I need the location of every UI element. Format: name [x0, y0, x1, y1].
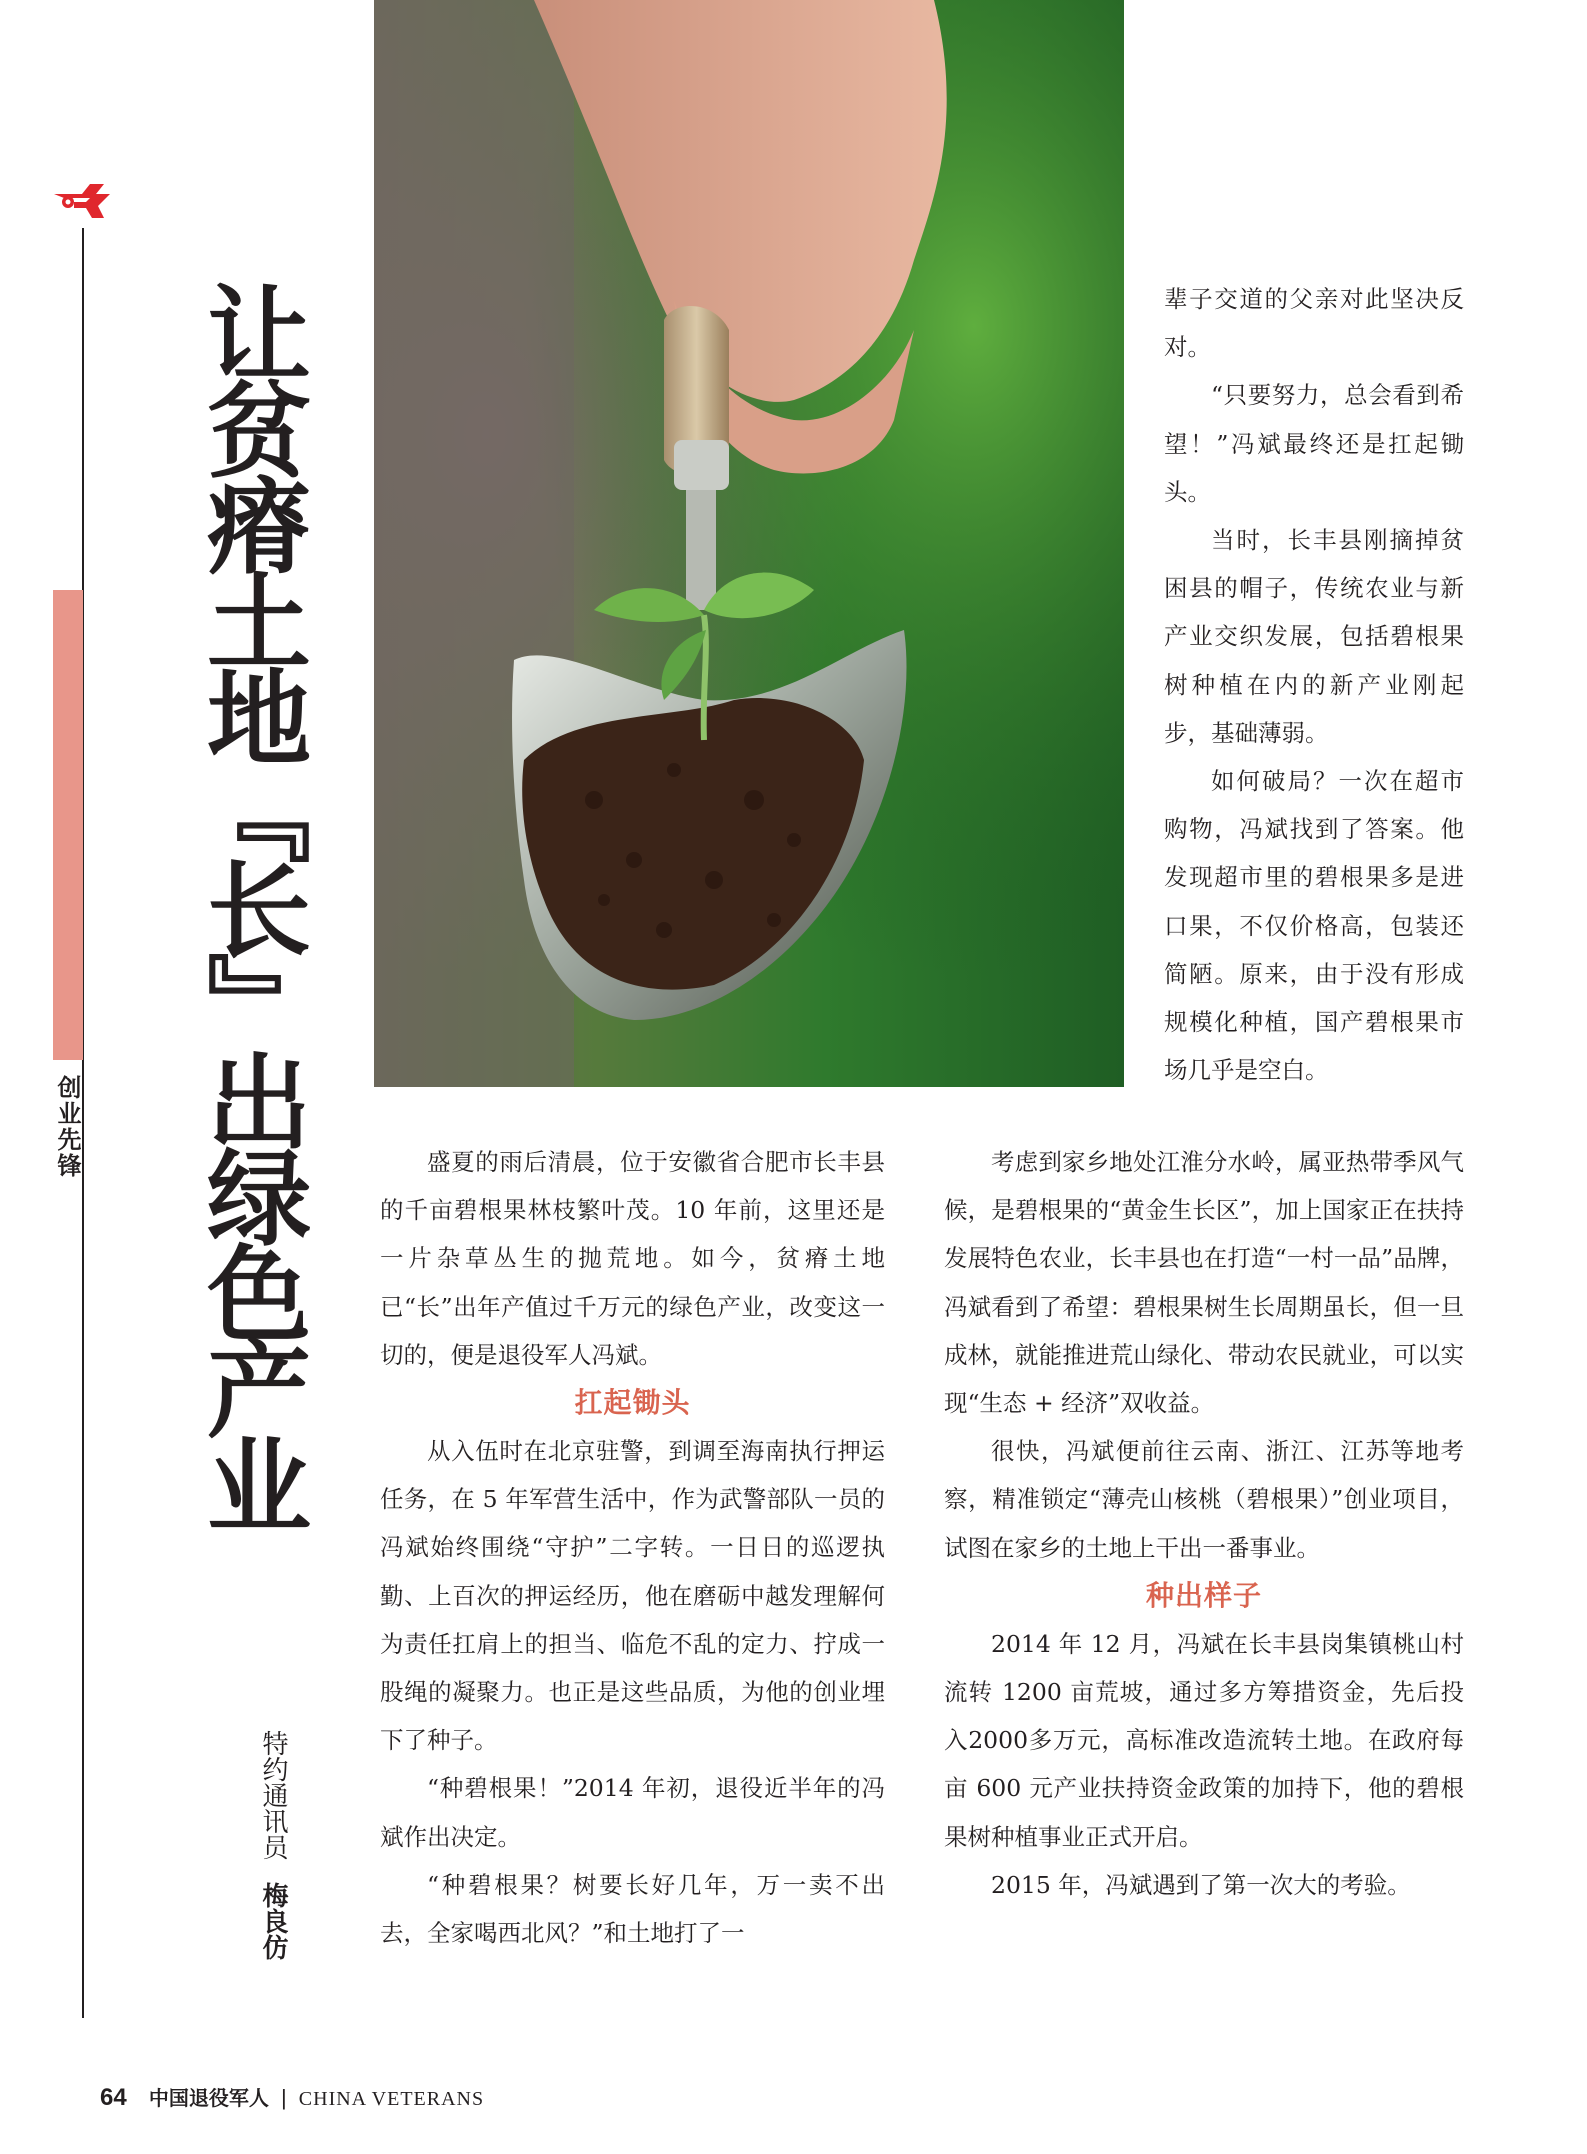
- magazine-name-en: CHINA VETERANS: [298, 2088, 485, 2110]
- page-footer: [100, 2082, 484, 2112]
- footer-separator: |: [280, 2085, 287, 2110]
- magazine-logo-icon: [52, 180, 112, 222]
- subheading: 扛起锄头: [574, 1386, 691, 1420]
- paragraph: “种碧根果？树要长好几年，万一卖不出去，全家喝西北风？”和土地打了一: [380, 1870, 885, 1948]
- page-title: 让贫瘠土地『长』出绿色产业: [189, 280, 312, 1528]
- paragraph: 从入伍时在北京驻警，到调至海南执行押运任务，在 5 年军营生活中，作为武警部队一员的冯斌始终围绕“守护”二字转。一日日的巡逻执勤、上百次的押运经历，他在磨砺中越发理解何为责任扛肩上的担当、临危不乱的定力、拧成一股绳的凝聚力。也正是这些品质，为他的创业埋下了种子。: [380, 1437, 885, 1755]
- page-number: 64: [100, 2084, 127, 2111]
- byline-role: 特约通讯员: [258, 1730, 288, 1860]
- body-column-right-top: [1164, 275, 1464, 1094]
- byline-author: 梅良仿: [258, 1882, 288, 1961]
- paragraph: 当时，长丰县刚摘掉贫困县的帽子，传统农业与新产业交织发展，包括碧根果树种植在内的新产业刚起步，基础薄弱。: [1164, 526, 1464, 747]
- paragraph: 很快，冯斌便前往云南、浙江、江苏等地考察，精准锁定“薄壳山核桃（碧根果）”创业项目，试图在家乡的土地上干出一番事业。: [944, 1437, 1464, 1562]
- sidebar-accent-bar: [53, 590, 83, 1060]
- subheading: 种出样子: [1145, 1578, 1262, 1612]
- paragraph: “只要努力，总会看到希望！”冯斌最终还是扛起锄头。: [1164, 381, 1464, 506]
- byline: [258, 1730, 288, 1960]
- paragraph: “种碧根果！”2014 年初，退役近半年的冯斌作出决定。: [380, 1774, 885, 1851]
- paragraph: 考虑到家乡地处江淮分水岭，属亚热带季风气候，是碧根果的“黄金生长区”，加上国家正在扶持发展特色农业，长丰县也在打造“一村一品”品牌，冯斌看到了希望：碧根果树生长周期虽长，但一旦成林，就能推进荒山绿化、带动农民就业，可以实现“生态 + 经济”双收益。: [944, 1148, 1464, 1418]
- paragraph: 2014 年 12 月，冯斌在长丰县岗集镇桃山村流转 1200 亩荒坡，通过多方筹措资金，先后投入2000多万元，高标准改造流转土地。在政府每亩 600 元产业扶持资金政策的加持下，他的碧根果树种植事业正式开启。: [944, 1629, 1464, 1851]
- paragraph: 辈子交道的父亲对此坚决反对。: [1164, 285, 1464, 362]
- body-column-right: [944, 1138, 1464, 1909]
- intro-paragraph: 盛夏的雨后清晨，位于安徽省合肥市长丰县的千亩碧根果林枝繁叶茂。10 年前，这里还是一片杂草丛生的抛荒地。如今，贫瘠土地已“长”出年产值过千万元的绿色产业，改变这一切的，便是退役军人冯斌。: [380, 1148, 885, 1369]
- body-column-left: [380, 1138, 885, 1957]
- paragraph: 2015 年，冯斌遇到了第一次大的考验。: [991, 1870, 1411, 1899]
- section-label: 创业先锋: [53, 1075, 81, 1179]
- paragraph: 如何破局？一次在超市购物，冯斌找到了答案。他发现超市里的碧根果多是进口果，不仅价格高，包装还简陋。原来，由于没有形成规模化种植，国产碧根果市场几乎是空白。: [1164, 767, 1464, 1085]
- magazine-name-cn: 中国退役军人: [148, 2086, 269, 2110]
- sidebar-rule: [82, 228, 84, 2018]
- hand-holding-trowel-with-seedling-photo: [374, 0, 1124, 1087]
